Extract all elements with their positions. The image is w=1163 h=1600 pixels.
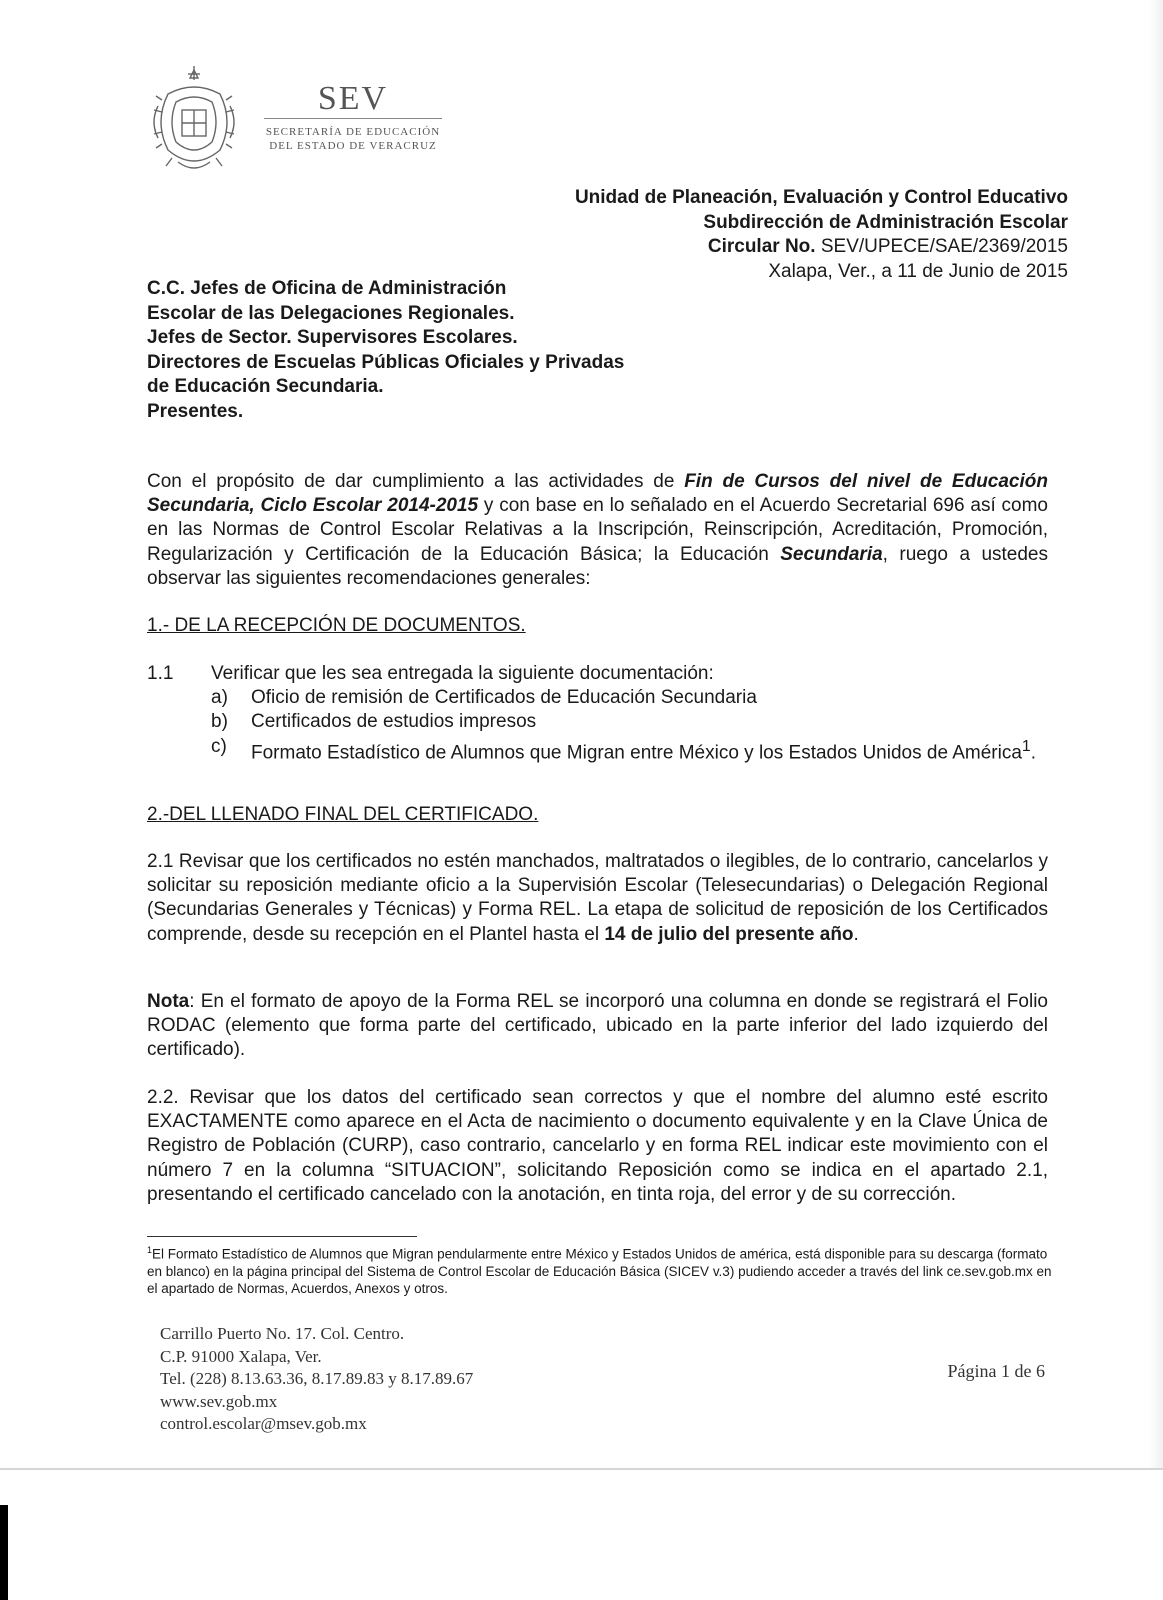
footnote-divider [147, 1236, 417, 1237]
list-subitem: b) Certificados de estudios impresos [211, 711, 537, 733]
scan-edge-bar [0, 1505, 8, 1600]
footnote-ref: 1 [1021, 737, 1031, 755]
list-item: 1.1 Verificar que les sea entregada la siguiente documentación: [147, 663, 714, 684]
letterhead-logo [258, 80, 448, 153]
addressee-line: Escolar de las Delegaciones Regionales. [147, 302, 515, 324]
subunit-name: Subdirección de Administración Escolar [703, 211, 1068, 233]
address-line: Tel. (228) 8.13.63.36, 8.17.89.83 y 8.17.89.67 [160, 1369, 474, 1388]
veracruz-crest-icon [148, 66, 240, 178]
paragraph-2-1: 2.1 Revisar que los certificados no estén manchados, maltratados o ilegibles, de lo contrario, cancelarlos y solicitar su reposición mediante oficio a la Supervisión Escolar (Telesecundarias) o Delegación Regional (Secundarias Generales y Técnicas) y Forma REL. La etapa de solicitud de reposición de los Certificados comprende, desde su recepción en el Plantel hasta el 14 de julio del presente año. [147, 851, 1048, 945]
page-number: Página 1 de 6 [947, 1361, 1045, 1381]
office-address [160, 1323, 473, 1436]
website-link: www.sev.gob.mx [160, 1391, 278, 1411]
note-paragraph: Nota: En el formato de apoyo de la Forma REL se incorporó una columna en donde se registrará el Folio RODAC (elemento que forma parte del certificado, ubicado en la parte inferior del lado izquierdo del certificado). [147, 991, 1048, 1061]
page-edge-shadow [1149, 0, 1163, 1600]
agency-name-line2: DEL ESTADO DE VERACRUZ [269, 140, 437, 152]
email-link: control.escolar@msev.gob.mx [160, 1414, 367, 1433]
address-line: Carrillo Puerto No. 17. Col. Centro. [160, 1324, 405, 1343]
list-subitem: c) Formato Estadístico de Alumnos que Migran entre México y los Estados Unidos de América$^1$. [211, 735, 1037, 763]
address-line: C.P. 91000 Xalapa, Ver. [160, 1346, 322, 1366]
scan-bottom-margin [0, 1468, 1163, 1600]
place-date: Xalapa, Ver., a 11 de Junio de 2015 [768, 260, 1068, 282]
circular-number: Circular No. SEV/UPECE/SAE/2369/2015 [707, 236, 1068, 257]
agency-name-line1: SECRETARÍA DE EDUCACIÓN [265, 126, 441, 138]
agency-acronym: SEV [264, 80, 442, 119]
intro-paragraph: Con el propósito de dar cumplimiento a las actividades de Fin de Cursos del nivel de Educación Secundaria, Ciclo Escolar 2014-2015 y con base en lo señalado en el Acuerdo Secretarial 696 así como en las Normas de Control Escolar Relativas a la Inscripción, Reinscripción, Acreditación, Promoción, Regularización y Certificación de la Educación Básica; la Educación Secundaria, ruego a ustedes observar las siguientes recomendaciones generales: [147, 471, 1049, 589]
addressee-line: Jefes de Sector. Supervisores Escolares. [147, 327, 518, 348]
document-header [575, 186, 1068, 284]
addressee-line: Directores de Escuelas Públicas Oficiales y Privadas [147, 351, 625, 373]
addressee-line: de Educación Secundaria. [147, 376, 384, 397]
section-1-title: 1.- DE LA RECEPCIÓN DE DOCUMENTOS. [147, 615, 526, 636]
section-1-list [147, 662, 1048, 765]
footnote: $^1$El Formato Estadístico de Alumnos que Migran pendularmente entre México y Estados Unidos de américa, está disponible para su descarga (formato en blanco) en la página principal del Sistema de Control Escolar de Educación Básica (SICEV v.3) pudiendo acceder a través del link ce.sev.gob.mx en el apartado de Normas, Acuerdos, Anexos y otros. [147, 1245, 1052, 1296]
addressee-line: Presentes. [147, 400, 244, 422]
paragraph-2-2: 2.2. Revisar que los datos del certificado sean correctos y que el nombre del alumno esté escrito EXACTAMENTE como aparece en el Acta de nacimiento o documento equivalente y en la Clave Única de Registro de Población (CURP), caso contrario, cancelarlo y en forma REL indicar este movimiento con el número 7 en la columna “SITUACION”, solicitando Reposición como se indica en el apartado 2.1, presentando el certificado cancelado con la anotación, en tinta roja, del error y de su corrección. [147, 1087, 1048, 1205]
addressee-line: C.C. Jefes de Oficina de Administración [147, 278, 507, 299]
list-subitem: a) Oficio de remisión de Certificados de Educación Secundaria [211, 687, 757, 709]
addressee-block [147, 277, 624, 424]
unit-name: Unidad de Planeación, Evaluación y Control Educativo [574, 187, 1068, 208]
section-2-title: 2.-DEL LLENADO FINAL DEL CERTIFICADO. [147, 804, 539, 825]
